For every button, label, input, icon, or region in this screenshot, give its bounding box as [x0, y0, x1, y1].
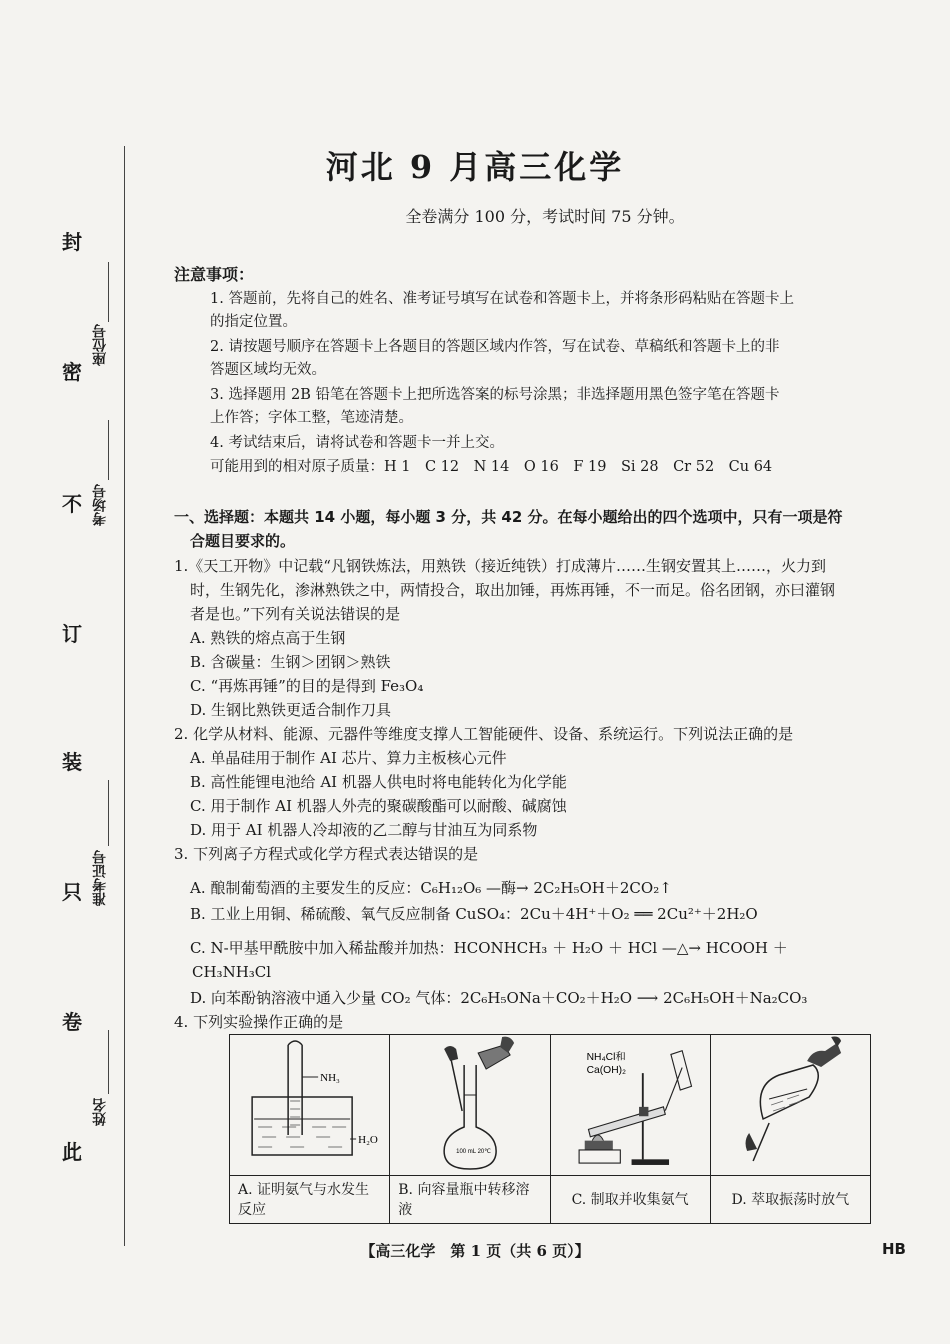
section-heading-line: 合题目要求的。: [190, 532, 296, 550]
binding-char: 卷: [62, 1010, 82, 1034]
experiment-figure-table: [229, 1034, 871, 1224]
notice-line: 3. 选择题用 2B 铅笔在答题卡上把所选答案的标号涂黑；非选择题用黑色签字笔在答题卡: [210, 387, 780, 403]
stem-line: 者是也。”下列有关说法错误的是: [190, 605, 401, 623]
seat-number-label: 座位号: [92, 324, 108, 366]
caption-b: B. 向容量瓶中转移溶液: [390, 1175, 549, 1223]
notice-line: 2. 请按题号顺序在答题卡上各题目的答题区域内作答，写在试卷、草稿纸和答题卡上的非: [210, 339, 780, 355]
binding-char: 封: [62, 230, 82, 254]
binding-char: 密: [62, 360, 82, 384]
question-3-stem: 3. 下列离子方程式或化学方程式表达错误的是: [174, 845, 479, 863]
question-1-option-d: D. 生钢比熟铁更适合制作刀具: [190, 701, 392, 719]
question-2-option-b: B. 高性能锂电池给 AI 机器人供电时将电能转化为化学能: [190, 773, 567, 791]
exam-room-line: [108, 420, 109, 480]
question-1-stem: [174, 554, 914, 626]
notice-line: 的指定位置。: [210, 314, 297, 330]
h2o-label: H₂O: [358, 1134, 378, 1146]
question-1-option-a: A. 熟铁的熔点高于生钢: [190, 629, 346, 647]
name-label: 姓名: [92, 1098, 108, 1126]
question-1-option-b: B. 含碳量：生钢＞团钢＞熟铁: [190, 653, 391, 671]
question-3-option-c-cont: CH₃NH₃Cl: [192, 963, 272, 981]
section-heading: [174, 505, 914, 553]
question-2-stem: 2. 化学从材料、能源、元器件等维度支撑人工智能硬件、设备、系统运行。下列说法正确的是: [174, 725, 794, 743]
ticket-number-label: 准考证号: [92, 850, 108, 906]
nh3-label: NH₃: [320, 1072, 340, 1084]
question-2-option-d: D. 用于 AI 机器人冷却液的乙二醇与甘油互为同系物: [190, 821, 538, 839]
page-title: 河北 9 月高三化学: [325, 148, 625, 186]
binding-char: 此: [62, 1140, 82, 1164]
question-3-option-b: B. 工业上用铜、稀硫酸、氧气反应制备 CuSO₄：2Cu＋4H⁺＋O₂ ══ 2Cu²⁺＋2H₂O: [190, 905, 758, 923]
flask-label: 100 mL 20℃: [456, 1149, 492, 1155]
footer-code: HB: [882, 1240, 906, 1258]
question-2-option-c: C. 用于制作 AI 机器人外壳的聚碳酸酯可以耐酸、碱腐蚀: [190, 797, 567, 815]
binding-char: 不: [62, 492, 82, 516]
ammonia-preparation-diagram: [551, 1035, 710, 1175]
figure-cell-d: [711, 1035, 870, 1223]
notice-title: 注意事项：: [174, 265, 255, 284]
page-footer: 【高三化学 第 1 页（共 6 页）】: [360, 1242, 590, 1260]
notice-line: 1. 答题前，先将自己的姓名、准考证号填写在试卷和答题卡上，并将条形码粘贴在答题卡上: [210, 291, 794, 307]
caption-d: D. 萃取振荡时放气: [711, 1175, 870, 1223]
figure-cell-a: [230, 1035, 390, 1223]
exam-room-label: 考场号: [92, 484, 108, 526]
question-4-stem: 4. 下列实验操作正确的是: [174, 1013, 344, 1031]
atomic-mass-line: 可能用到的相对原子质量：H 1 C 12 N 14 O 16 F 19 Si 28 Cr 52 Cu 64: [210, 459, 773, 475]
question-3-option-a: A. 酿制葡萄酒的主要发生的反应：C₆H₁₂O₆ —酶→ 2C₂H₅OH＋2CO₂↑: [190, 879, 672, 897]
stem-line: 时，生钢先化，渗淋熟铁之中，两情投合，取出加锤，再炼再锤，不一而足。俗名团钢，亦曰灌钢: [190, 581, 836, 599]
caption-c: C. 制取并收集氨气: [551, 1175, 710, 1223]
section-heading-line: 一、选择题：本题共 14 小题，每小题 3 分，共 42 分。在每小题给出的四个选项中，只有一项是符: [174, 508, 843, 526]
reagent-label-2: Ca(OH)₂: [586, 1065, 626, 1077]
question-3-option-c: C. N-甲基甲酰胺中加入稀盐酸并加热：HCONHCH₃ ＋ H₂O ＋ HCl —△→ HCOOH ＋: [190, 939, 788, 957]
caption-a: A. 证明氨气与水发生反应: [230, 1175, 389, 1223]
notice-line: 4. 考试结束后，请将试卷和答题卡一并上交。: [210, 435, 504, 451]
binding-char: 装: [62, 750, 82, 774]
figure-cell-b: [390, 1035, 550, 1223]
question-2-option-a: A. 单晶硅用于制作 AI 芯片、算力主板核心元件: [190, 749, 507, 767]
reagent-label: NH₄Cl和: [586, 1052, 626, 1064]
binding-line: [124, 146, 125, 1246]
question-3-option-d: D. 向苯酚钠溶液中通入少量 CO₂ 气体：2C₆H₅ONa＋CO₂＋H₂O ⟶ 2C₆H₅OH＋Na₂CO₃: [190, 989, 808, 1007]
seat-number-line: [108, 262, 109, 322]
notice-line: 答题区域均无效。: [210, 362, 326, 378]
figure-cell-c: [551, 1035, 711, 1223]
ticket-number-line: [108, 780, 109, 846]
page-subtitle: 全卷满分 100 分，考试时间 75 分钟。: [405, 207, 685, 226]
separatory-funnel-diagram: [711, 1035, 870, 1175]
name-line: [108, 1030, 109, 1094]
volumetric-flask-diagram: [390, 1035, 549, 1175]
notice-line: 上作答；字体工整，笔迹清楚。: [210, 410, 413, 426]
binding-char: 订: [62, 622, 82, 646]
binding-char: 只: [62, 880, 82, 904]
question-1-option-c: C. “再炼再锤”的目的是得到 Fe₃O₄: [190, 677, 424, 695]
ammonia-water-diagram: [230, 1035, 389, 1175]
stem-line: 1.《天工开物》中记载“凡钢铁炼法，用熟铁（接近纯铁）打成薄片……生钢安置其上……，火力到: [174, 557, 826, 575]
